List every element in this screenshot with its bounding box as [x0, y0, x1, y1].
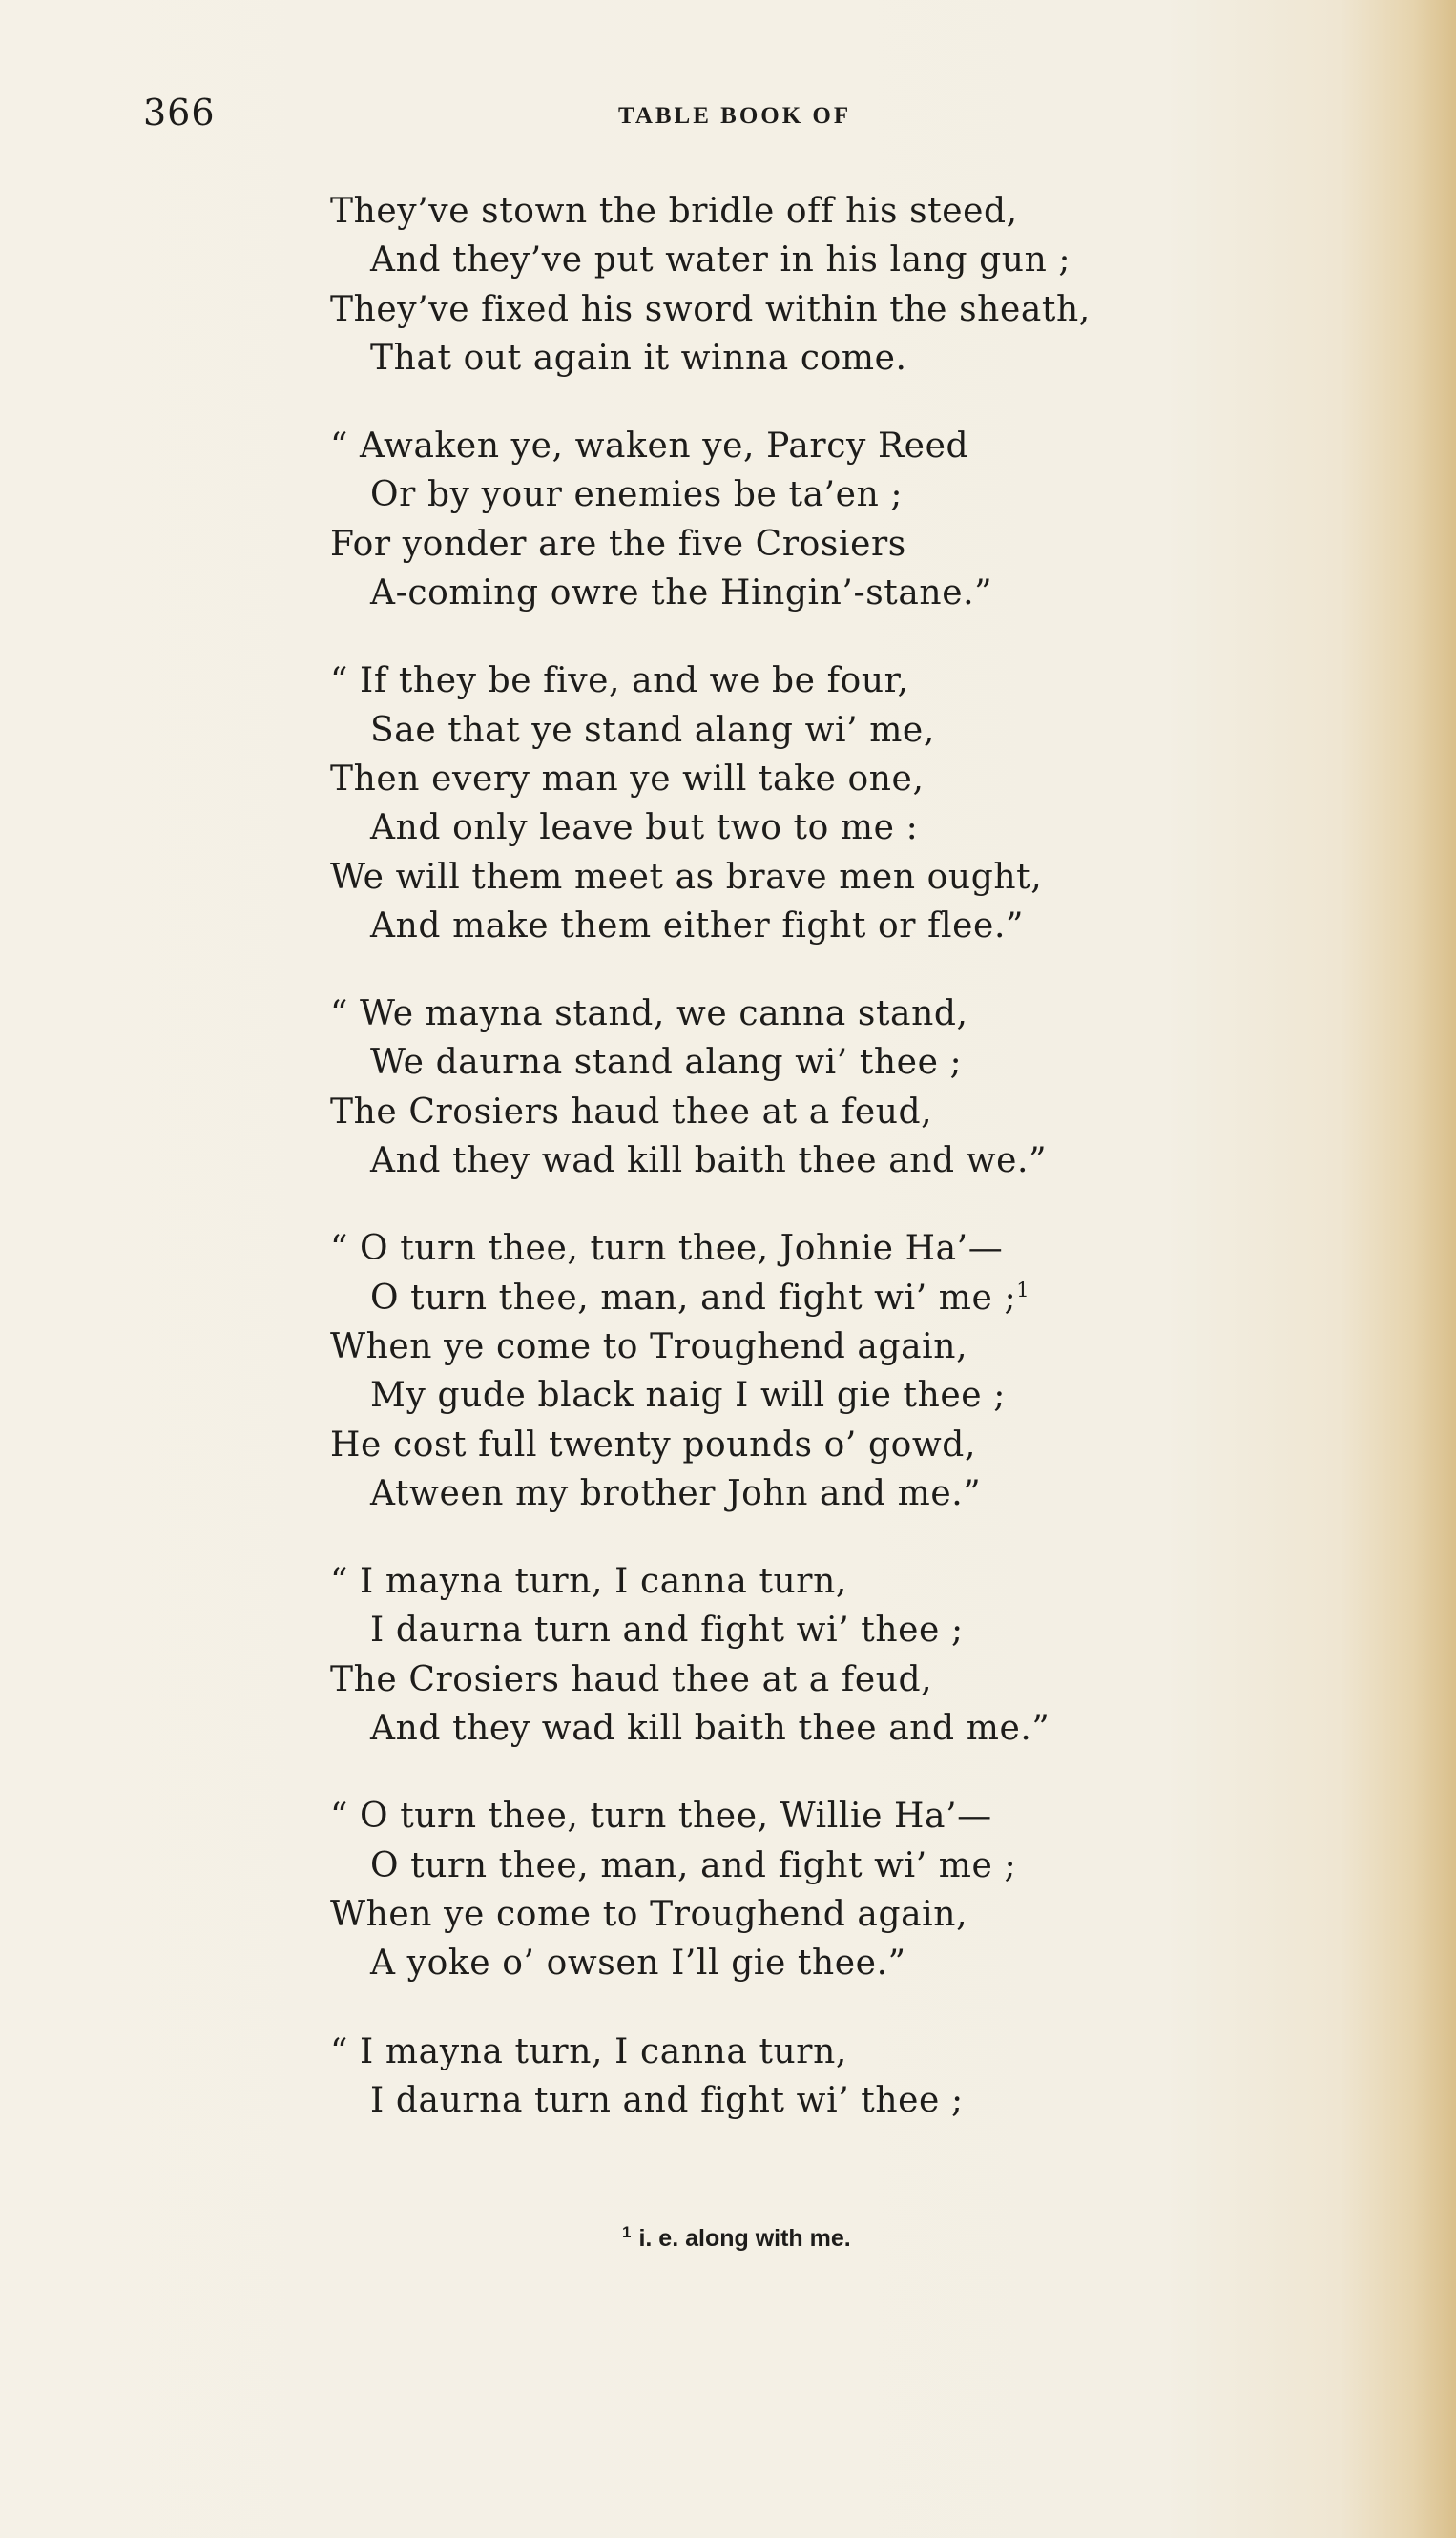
poem-line: [330, 334, 1303, 383]
poem-line-text: I daurna turn and fight wi’ thee ;: [370, 1611, 964, 1651]
poem-line: [330, 1606, 1303, 1654]
page-header: [0, 88, 1456, 145]
poem-line-text: That out again it winna come.: [370, 338, 907, 378]
poem-line: [330, 1939, 1303, 1987]
stanza: [330, 989, 1303, 1185]
poem-line: [330, 1655, 1303, 1704]
poem-line-text: O turn thee, man, and fight wi’ me ;: [370, 1278, 1017, 1318]
running-title: TABLE BOOK OF: [618, 103, 852, 129]
poem-line-text: And they wad kill baith thee and we.”: [370, 1141, 1048, 1181]
poem-line-text: A yoke o’ owsen I’ll gie thee.”: [370, 1944, 906, 1984]
poem-line: [330, 1322, 1303, 1371]
poem-line-text: When ye come to Troughend again,: [330, 1894, 968, 1934]
footnote: [622, 2222, 851, 2253]
poem-line-text: And make them either fight or flee.”: [370, 905, 1024, 946]
poem-line-text: They’ve fixed his sword within the sheath,: [330, 289, 1091, 329]
poem-line-text: A-coming owre the Hingin’-stane.”: [370, 573, 993, 614]
poem-line-text: The Crosiers haud thee at a feud,: [330, 1092, 933, 1132]
poem-line: [330, 1224, 1303, 1273]
poem-line: [330, 1274, 1303, 1322]
footnote-mark: 1: [622, 2222, 632, 2241]
poem-line-text: He cost full twenty pounds o’ gowd,: [330, 1425, 976, 1465]
poem-line-text: We will them meet as brave men ought,: [330, 857, 1043, 897]
poem-line: [330, 520, 1303, 569]
poem-line-text: Sae that ye stand alang wi’ me,: [370, 710, 935, 750]
poem-line: [330, 1421, 1303, 1469]
poem-line: [330, 1704, 1303, 1753]
poem-line: [330, 236, 1303, 284]
poem-line-text: When ye come to Troughend again,: [330, 1326, 968, 1366]
poem-line-text: “ I mayna turn, I canna turn,: [330, 2031, 847, 2071]
poem-line-text: My gude black naig I will gie thee ;: [370, 1376, 1006, 1416]
poem-line: [330, 656, 1303, 705]
footnote-reference: 1: [1016, 1278, 1030, 1301]
poem-line: [330, 1088, 1303, 1136]
footnote-text: i. e. along with me.: [638, 2225, 851, 2252]
poem-line: [330, 2076, 1303, 2125]
poem-line: [330, 470, 1303, 519]
poem-line-text: Or by your enemies be ta’en ;: [370, 475, 904, 515]
poem-line: [330, 706, 1303, 755]
poem-line-text: Atween my brother John and me.”: [370, 1473, 982, 1513]
page-number: 366: [143, 92, 216, 134]
stanza: [330, 1224, 1303, 1518]
poem-line-text: And only leave but two to me :: [370, 808, 919, 848]
stanza: [330, 1792, 1303, 1987]
poem-line-text: They’ve stown the bridle off his steed,: [330, 192, 1018, 231]
poem-line: [330, 2028, 1303, 2076]
poem-line-text: Then every man ye will take one,: [330, 759, 925, 799]
poem-line: [330, 853, 1303, 902]
poem-line: [330, 803, 1303, 852]
poem-line-text: O turn thee, man, and fight wi’ me ;: [370, 1845, 1017, 1885]
poem-line-text: “ We mayna stand, we canna stand,: [330, 994, 968, 1034]
stanza: [330, 656, 1303, 950]
stanza: [330, 2028, 1303, 2126]
poem-line: [330, 755, 1303, 803]
poem-line-text: “ If they be five, and we be four,: [330, 661, 909, 701]
poem-line: [330, 989, 1303, 1038]
poem-line: [330, 187, 1303, 236]
poem-line: [330, 1890, 1303, 1939]
poem-line-text: I daurna turn and fight wi’ thee ;: [370, 2080, 964, 2120]
poem-line-text: “ I mayna turn, I canna turn,: [330, 1562, 847, 1602]
poem-line-text: And they’ve put water in his lang gun ;: [370, 240, 1071, 281]
poem-line: [330, 1841, 1303, 1890]
stanza: [330, 422, 1303, 617]
poem-line: [330, 422, 1303, 470]
poem-line-text: “ O turn thee, turn thee, Johnie Ha’—: [330, 1229, 1004, 1269]
poem-line-text: For yonder are the five Crosiers: [330, 524, 906, 564]
poem-line: [330, 1371, 1303, 1420]
poem-line: [330, 285, 1303, 334]
poem-line: [330, 902, 1303, 950]
poem-line-text: “ Awaken ye, waken ye, Parcy Reed: [330, 426, 969, 467]
poem-line-text: “ O turn thee, turn thee, Willie Ha’—: [330, 1797, 992, 1837]
stanza: [330, 187, 1303, 383]
poem-body: [330, 187, 1303, 2164]
poem-line: [330, 569, 1303, 617]
poem-line-text: The Crosiers haud thee at a feud,: [330, 1659, 933, 1699]
poem-line: [330, 1038, 1303, 1087]
poem-line: [330, 1136, 1303, 1185]
poem-line-text: We daurna stand alang wi’ thee ;: [370, 1043, 963, 1083]
poem-line: [330, 1792, 1303, 1841]
stanza: [330, 1557, 1303, 1753]
poem-line-text: And they wad kill baith thee and me.”: [370, 1709, 1050, 1749]
poem-line: [330, 1557, 1303, 1606]
poem-line: [330, 1469, 1303, 1518]
